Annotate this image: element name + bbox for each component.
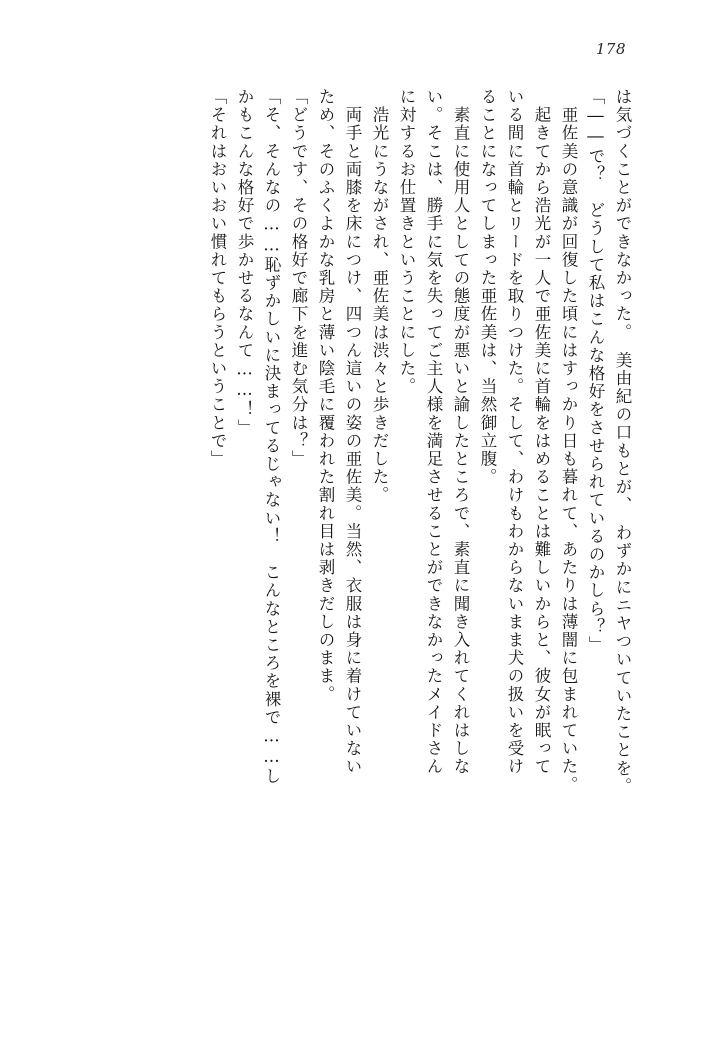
text-column: いる間に首輪とリードを取りつけた。そして、わけもわからないまま犬の扱いを受け: [505, 88, 524, 776]
text-column: かもこんな格好で歩かせるなんて……！」: [235, 88, 254, 437]
text-column: 「――で？ どうして私はこんな格好をさせられているのかしら？」: [586, 88, 605, 655]
text-column: 「それはおいおい慣れてもらうということで」: [208, 88, 227, 469]
vertical-text-body: [86, 88, 630, 988]
text-column: 亜佐美の意識が回復した頃にはすっかり日も暮れて、あたりは薄闇に包まれていた。: [559, 88, 578, 794]
text-column: は気づくことができなかった。 美由紀の口もとが、 わずかにニヤついていたことを。: [613, 88, 632, 796]
text-column: い。そこは、勝手に気を失ってご主人様を満足させることができなかったメイドさん: [424, 88, 443, 776]
text-column: 両手と両膝を床につけ、四つん這いの姿の亜佐美。当然、衣服は身に着けていない: [343, 88, 362, 776]
page-number: 178: [595, 40, 626, 58]
text-column: 「どうです、その格好で廊下を進む気分は？」: [289, 88, 308, 469]
text-column: ため、そのふくよかな乳房と薄い陰毛に覆われた割れ目は剥きだしのまま。: [316, 88, 335, 704]
text-column: 「そ、そんなの……恥ずかしいに決まってるじゃない！ こんなところを裸で……し: [262, 88, 281, 786]
text-column: 素直に使用人としての態度が悪いと諭したところで、素直に聞き入れてくれはしな: [451, 88, 470, 776]
text-column: ることになってしまった亜佐美は、当然御立腹。: [478, 88, 497, 487]
text-column: 浩光にうながされ、亜佐美は渋々と歩きだした。: [370, 88, 389, 505]
text-column: 起きてから浩光が一人で亜佐美に首輪をはめることは難しいからと、彼女が眠って: [532, 88, 551, 776]
text-column: に対するお仕置きということにした。: [397, 88, 416, 396]
